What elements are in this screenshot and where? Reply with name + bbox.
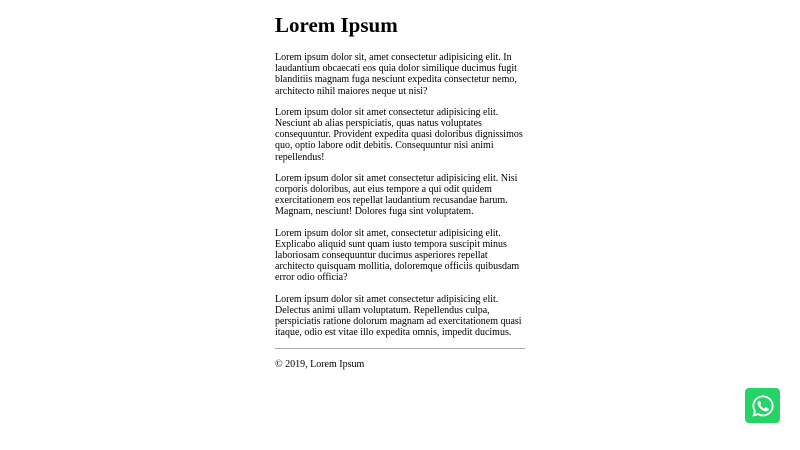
paragraph: Lorem ipsum dolor sit amet, consectetur adipisicing elit. Explicabo aliquid sunt quam iusto tempora suscipit minus laboriosam consequuntur ducimus asperiores repellat architecto quisquam mollitia, doloremque officiis quibusdam error odio officia? xyxy=(275,227,520,284)
paragraph: Lorem ipsum dolor sit amet consectetur adipisicing elit. Nisi corporis doloribus, aut eius tempore a qui odit quidem exercitationem eos repellat laudantium recusandae harum. Magnam, nesciunt! Dolores fuga sint voluptatem. xyxy=(275,172,518,218)
paragraph: Lorem ipsum dolor sit amet consectetur adipisicing elit. Nesciunt ab alias perspiciatis, quas natus voluptates consequuntur. Provident expedita quasi doloribus dignissimos quo, optio labore odit debitis. Consequuntur nisi animi repellendus! xyxy=(275,106,523,163)
main-content xyxy=(275,0,525,370)
paragraph: Lorem ipsum dolor sit amet consectetur adipisicing elit. Delectus animi ullam voluptatum. Repellendus culpa, perspiciatis ratione dolorum magnam ad exercitationem quasi itaque, odio est vitae illo expedita omnis, impedit ducimus. xyxy=(275,293,522,339)
whatsapp-button[interactable] xyxy=(745,388,780,423)
whatsapp-icon xyxy=(750,393,776,419)
page-title: Lorem Ipsum xyxy=(275,13,398,37)
footer-copyright: © 2019, Lorem Ipsum xyxy=(275,359,365,371)
paragraph: Lorem ipsum dolor sit, amet consectetur adipisicing elit. In laudantium obcaecati eos quia dolor similique ducimus fugit blanditiis magnam fuga nesciunt expedita consectetur nemo, architecto nihil maiores neque ut nisi? xyxy=(275,52,517,97)
footer-divider xyxy=(275,348,525,349)
